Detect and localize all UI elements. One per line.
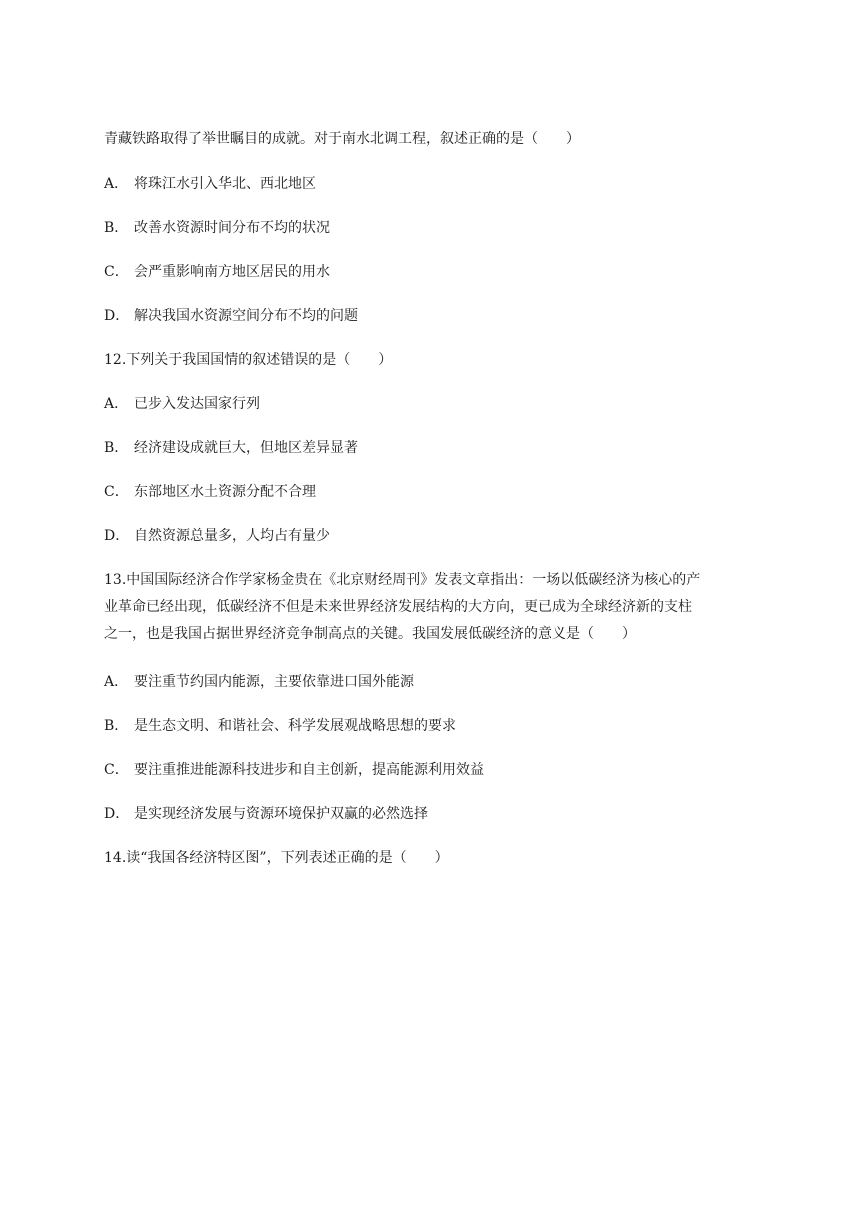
q13-stem-line-3: 之一，也是我国占据世界经济竞争制高点的关键。我国发展低碳经济的意义是（ ）	[104, 626, 636, 642]
q13-option-d	[104, 804, 760, 824]
option-letter: C．	[104, 264, 129, 280]
option-letter: A．	[104, 674, 129, 690]
option-letter: D．	[104, 806, 130, 822]
q13-option-a	[104, 672, 760, 692]
q12-option-b	[104, 438, 760, 458]
q12-stem: 12.下列关于我国国情的叙述错误的是（ ）	[104, 352, 393, 368]
option-text: 东部地区水土资源分配不合理	[134, 484, 316, 500]
option-text: 要注重节约国内能源，主要依靠进口国外能源	[134, 674, 414, 690]
q11-option-b	[104, 218, 760, 238]
option-text: 经济建设成就巨大，但地区差异显著	[134, 440, 358, 456]
q13-option-c	[104, 760, 760, 780]
option-letter: D．	[104, 528, 130, 544]
option-text: 是实现经济发展与资源环境保护双赢的必然选择	[134, 806, 428, 822]
option-letter: A．	[104, 176, 129, 192]
option-text: 是生态文明、和谐社会、科学发展观战略思想的要求	[134, 718, 456, 734]
option-letter: B．	[104, 220, 129, 236]
option-letter: B．	[104, 440, 129, 456]
option-text: 要注重推进能源科技进步和自主创新，提高能源利用效益	[134, 762, 484, 778]
option-letter: B．	[104, 718, 129, 734]
option-letter: A．	[104, 396, 129, 412]
q13-stem-line-2: 业革命已经出现，低碳经济不但是未来世界经济发展结构的大方向，更已成为全球经济新的支柱	[104, 599, 692, 615]
option-text: 解决我国水资源空间分布不均的问题	[134, 308, 358, 324]
option-text: 会严重影响南方地区居民的用水	[134, 264, 330, 280]
q11-option-d	[104, 306, 760, 326]
option-text: 已步入发达国家行列	[134, 396, 260, 412]
q13-option-b	[104, 716, 760, 736]
q12-option-a	[104, 394, 760, 414]
q13-stem-line-1: 13.中国国际经济合作学家杨金贵在《北京财经周刊》发表文章指出：一场以低碳经济为核心的产	[104, 572, 701, 588]
option-text: 将珠江水引入华北、西北地区	[134, 176, 316, 192]
option-text: 改善水资源时间分布不均的状况	[134, 220, 330, 236]
option-text: 自然资源总量多，人均占有量少	[134, 528, 330, 544]
q11-option-a	[104, 174, 760, 194]
q12-option-d	[104, 526, 760, 546]
option-letter: C．	[104, 762, 129, 778]
option-letter: C．	[104, 484, 129, 500]
option-letter: D．	[104, 308, 130, 324]
q11-option-c	[104, 262, 760, 282]
q14-stem: 14.读“我国各经济特区图”，下列表述正确的是（ ）	[104, 850, 449, 866]
q12-option-c	[104, 482, 760, 502]
q11-stem: 青藏铁路取得了举世瞩目的成就。对于南水北调工程，叙述正确的是（ ）	[104, 131, 580, 147]
